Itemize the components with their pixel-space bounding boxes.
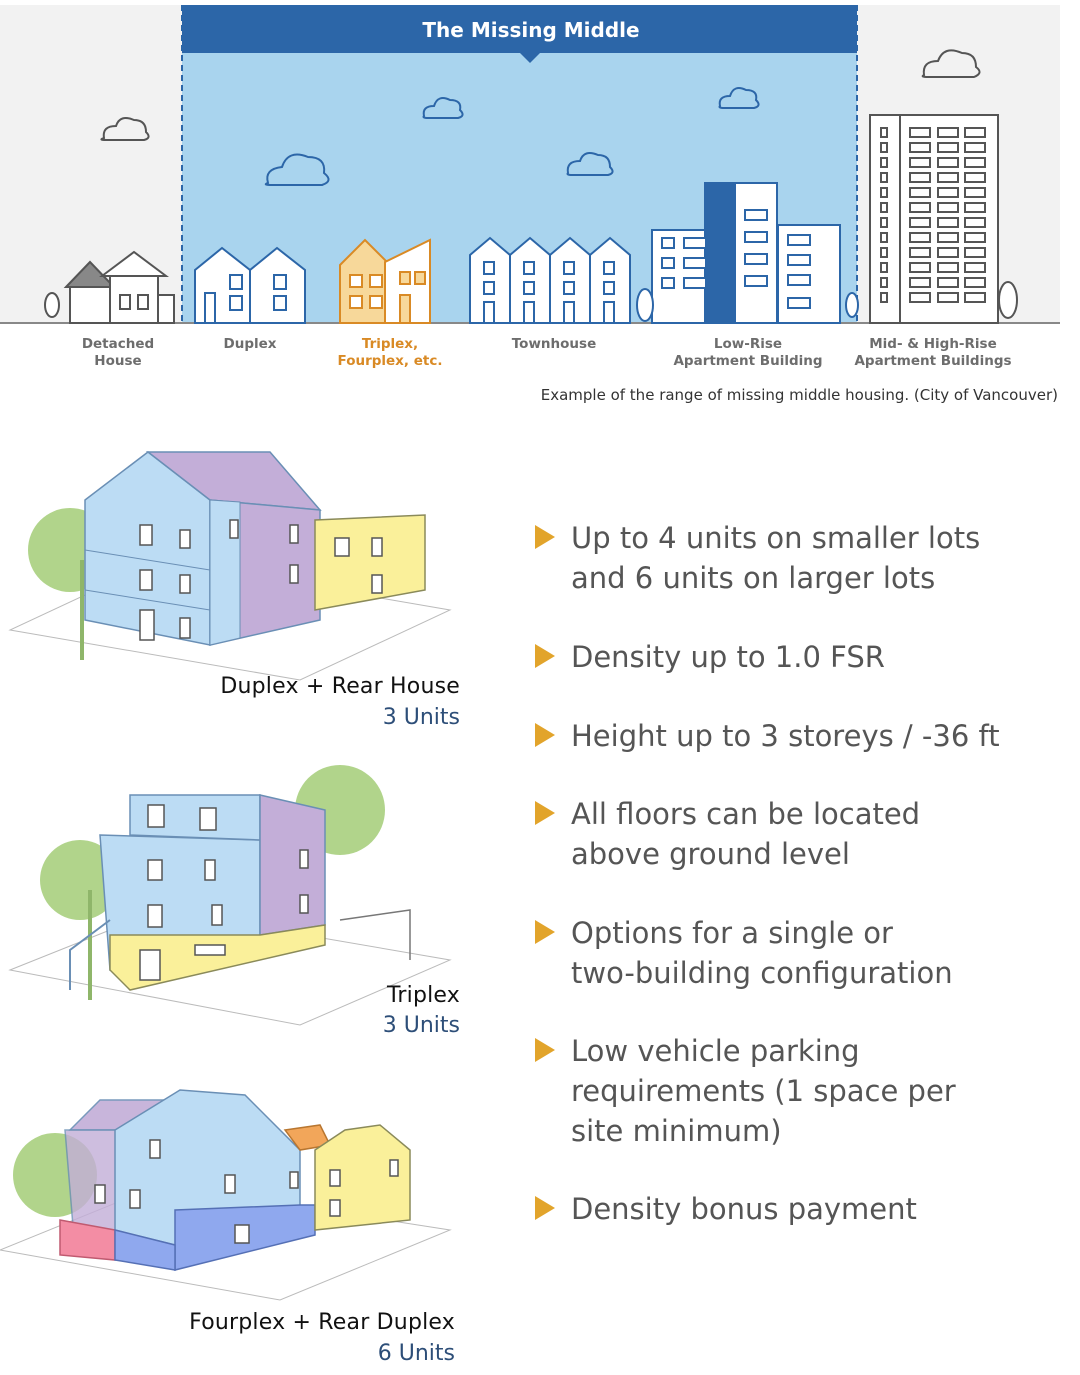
label-low-rise: Low-Rise Apartment Building <box>673 336 823 369</box>
triangle-bullet-icon <box>535 1038 555 1062</box>
feature-text: Low vehicle parking requirements (1 space per site minimum) <box>571 1034 956 1148</box>
type-units-triplex: 3 Units <box>382 1013 460 1038</box>
feature-text: Height up to 3 storeys / -36 ft <box>571 719 1000 753</box>
label-high-rise: Mid- & High-Rise Apartment Buildings <box>854 336 1012 369</box>
feature-item-configuration <box>535 913 1075 993</box>
label-triplex: Triplex, Fourplex, etc. <box>337 336 443 369</box>
feature-item-height <box>535 716 1075 756</box>
triangle-bullet-icon <box>535 525 555 549</box>
label-detached-house: Detached House <box>81 336 155 369</box>
triangle-bullet-icon <box>535 644 555 668</box>
feature-text: Density up to 1.0 FSR <box>571 640 885 674</box>
label-townhouse: Townhouse <box>511 336 597 352</box>
feature-text: Density bonus payment <box>571 1192 917 1226</box>
feature-item-floors <box>535 794 1075 874</box>
feature-item-parking <box>535 1031 1075 1151</box>
duplex-rear-house-drawing <box>10 452 450 680</box>
feature-item-bonus <box>535 1189 1075 1229</box>
missing-middle-banner <box>0 0 1080 380</box>
triangle-bullet-icon <box>535 1196 555 1220</box>
feature-text: Up to 4 units on smaller lots and 6 units on larger lots <box>571 521 981 595</box>
fourplex-rear-duplex-drawing <box>0 1090 450 1300</box>
housing-types-illustration <box>0 430 470 1370</box>
figure-caption: Example of the range of missing middle housing. (City of Vancouver) <box>540 386 1058 404</box>
feature-item-density <box>535 637 1075 677</box>
banner-title: The Missing Middle <box>422 18 640 42</box>
high-rise-apartment-icon <box>870 115 1017 323</box>
feature-item-units <box>535 518 1075 598</box>
type-title-fourplex-rear-duplex: Fourplex + Rear Duplex <box>189 1310 455 1335</box>
type-units-fourplex-rear-duplex: 6 Units <box>377 1341 455 1366</box>
label-duplex: Duplex <box>223 336 277 352</box>
type-units-duplex-rear-house: 3 Units <box>382 705 460 730</box>
triangle-bullet-icon <box>535 723 555 747</box>
triangle-bullet-icon <box>535 801 555 825</box>
banner-illustration <box>0 0 1080 380</box>
type-title-triplex: Triplex <box>386 983 460 1008</box>
feature-text: All floors can be located above ground level <box>571 797 921 871</box>
triangle-bullet-icon <box>535 920 555 944</box>
feature-text: Options for a single or two-building configuration <box>571 916 953 990</box>
type-title-duplex-rear-house: Duplex + Rear House <box>220 674 460 699</box>
